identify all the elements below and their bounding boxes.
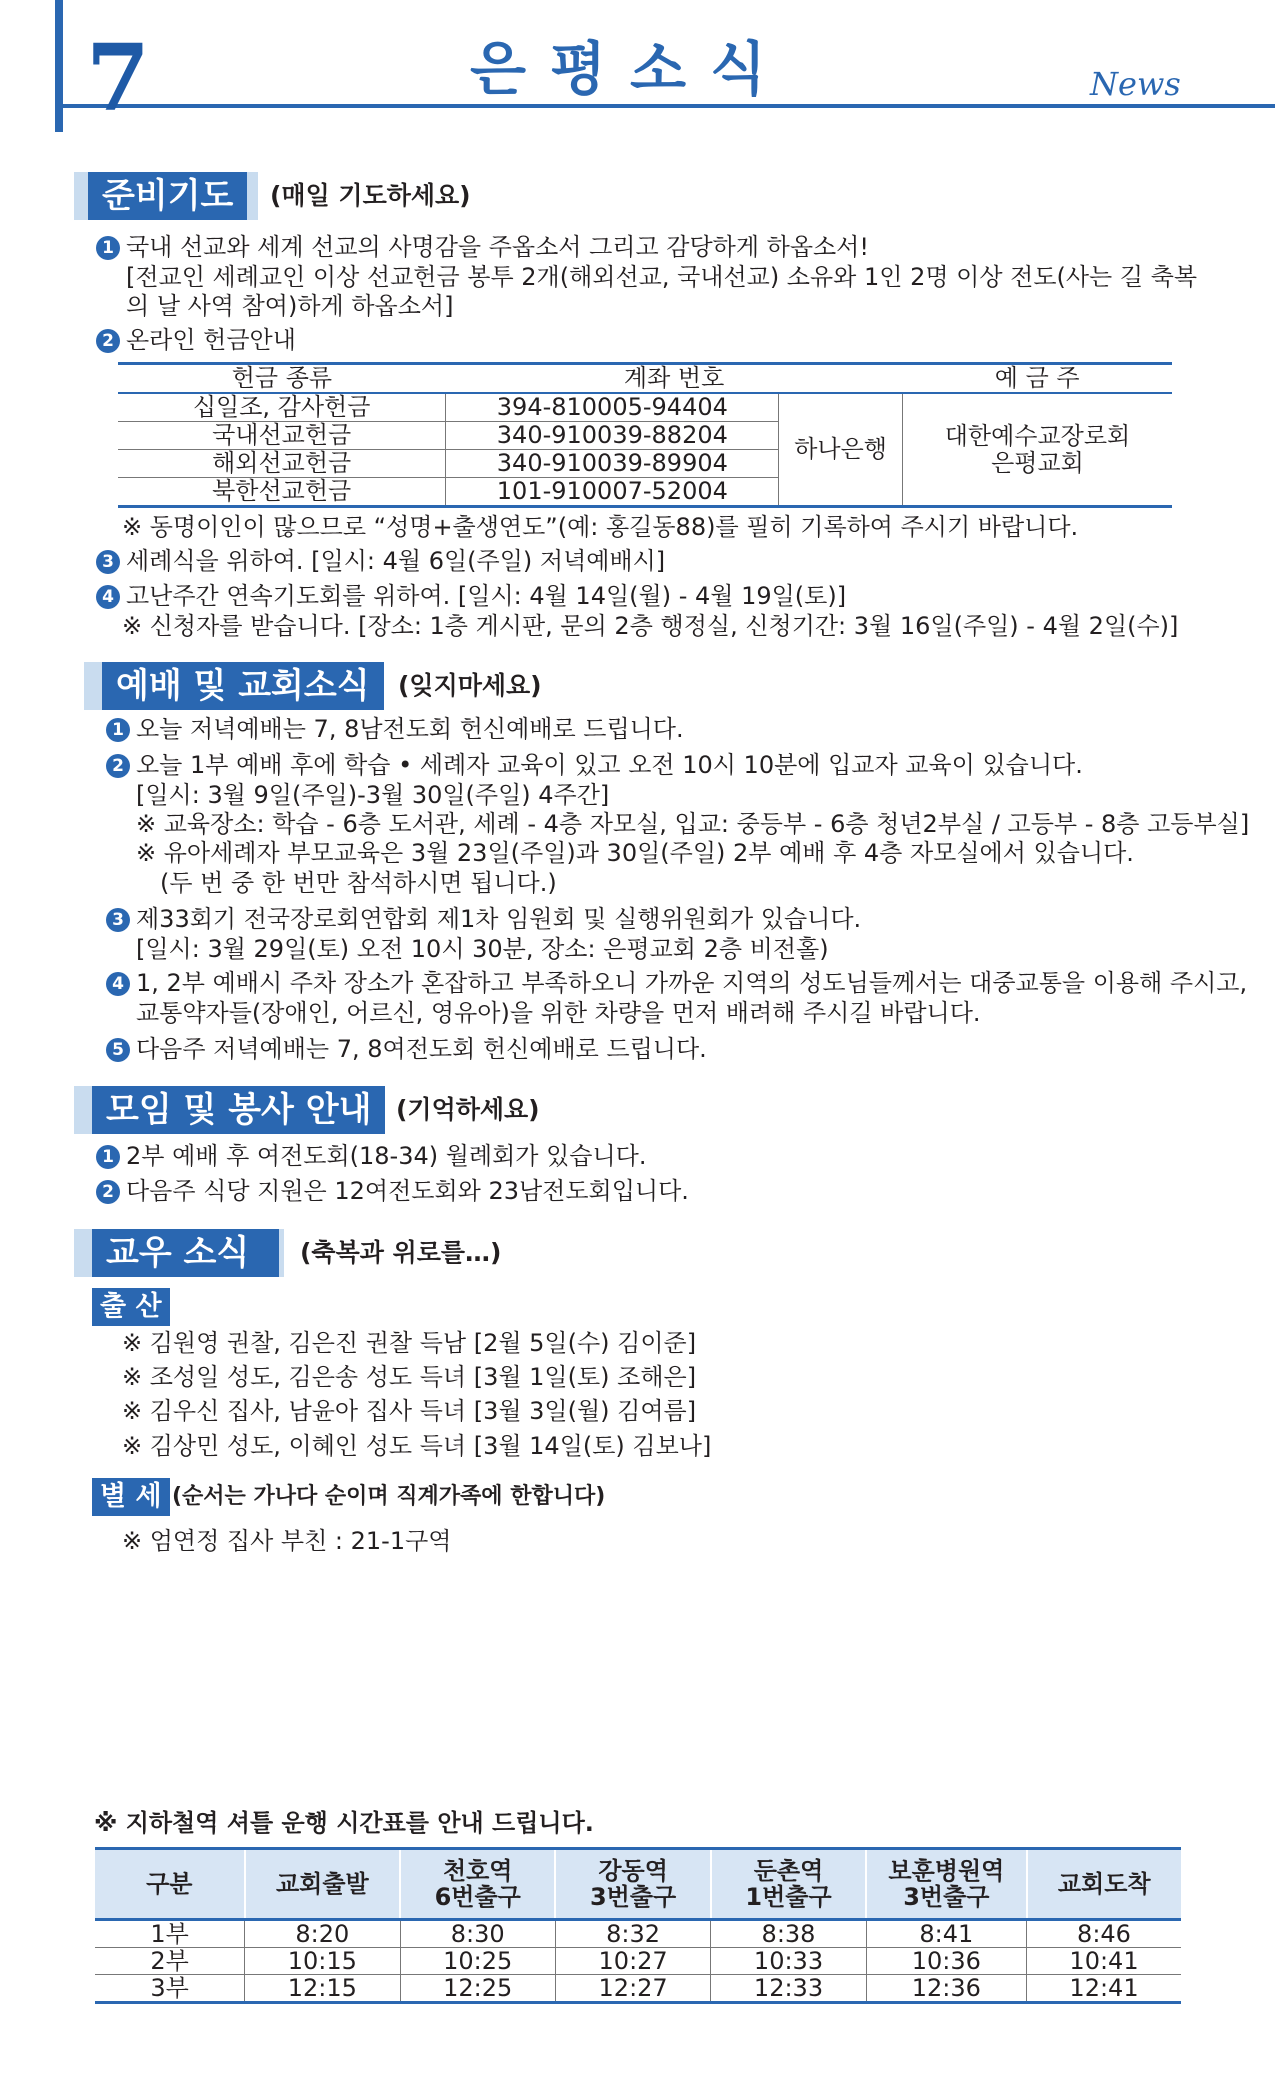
members-header-note: (축복과 위로를…) bbox=[300, 1238, 502, 1267]
shuttle-col-division: 구분 bbox=[95, 1849, 245, 1920]
list-item: ※ 엄연정 집사 부친 : 21-1구역 bbox=[122, 1527, 452, 1555]
worship-item-2-line4: ※ 유아세례자 부모교육은 3월 23일(주일)과 30일(주일) 2부 예배 후 4층 자모실에서 있습니다. bbox=[136, 839, 1134, 867]
table-row: 십일조, 감사헌금 394-810005-94404 하나은행 대한예수교장로회 은평교회 bbox=[118, 393, 1172, 422]
number-badge: 4 bbox=[96, 585, 120, 609]
header-rule bbox=[55, 104, 1275, 108]
prayer-item-1-line2: [전교인 세례교인 이상 선교헌금 봉투 2개(해외선교, 국내선교) 소유와 1인 2명 이상 전도(사는 길 축복 bbox=[126, 263, 1198, 291]
offering-col-holder: 예 금 주 bbox=[902, 364, 1172, 394]
meeting-header: 모임 및 봉사 안내 bbox=[92, 1086, 385, 1134]
table-row: 해외선교헌금 340-910039-89904 bbox=[118, 450, 1172, 478]
birth-label: 출 산 bbox=[92, 1288, 170, 1326]
worship-item-4: 4 1, 2부 예배시 주차 장소가 혼잡하고 부족하오니 가까운 지역의 성도님들께서는 대중교통을 이용해 주시고, bbox=[106, 968, 1247, 998]
worship-item-5: 5 다음주 저녁예배는 7, 8여전도회 헌신예배로 드립니다. bbox=[106, 1034, 707, 1064]
meeting-item-2: 2 다음주 식당 지원은 12여전도회와 23남전도회입니다. bbox=[96, 1176, 689, 1206]
table-row: 북한선교헌금 101-910007-52004 bbox=[118, 478, 1172, 507]
prayer-item-1: 1 국내 선교와 세계 선교의 사명감을 주옵소서 그리고 감당하게 하옵소서! bbox=[96, 232, 869, 262]
list-item: ※ 김상민 성도, 이혜인 성도 득녀 [3월 14일(토) 김보나] bbox=[122, 1432, 712, 1460]
number-badge: 2 bbox=[106, 754, 130, 778]
prayer-item-3: 3 세례식을 위하여. [일시: 4월 6일(주일) 저녁예배시] bbox=[96, 546, 665, 576]
shuttle-col-bohun: 보훈병원역 3번출구 bbox=[866, 1849, 1026, 1920]
worship-item-2: 2 오늘 1부 예배 후에 학습 • 세례자 교육이 있고 오전 10시 10분에 입교자 교육이 있습니다. bbox=[106, 750, 1083, 780]
number-badge: 4 bbox=[106, 972, 130, 996]
worship-item-2-line2: [일시: 3월 9일(주일)-3월 30일(주일) 4주간] bbox=[136, 781, 610, 809]
worship-item-2-line3: ※ 교육장소: 학습 - 6층 도서관, 세례 - 4층 자모실, 입교: 중등부 - 6층 청년2부실 / 고등부 - 8층 고등부실] bbox=[136, 810, 1250, 838]
number-badge: 2 bbox=[96, 1180, 120, 1204]
offering-note: ※ 동명이인이 많으므로 “성명+출생연도”(예: 홍길동88)를 필히 기록하여 주시기 바랍니다. bbox=[122, 513, 1079, 541]
shuttle-caption: ※ 지하철역 셔틀 운행 시간표를 안내 드립니다. bbox=[94, 1809, 594, 1837]
offering-col-type: 헌금 종류 bbox=[118, 364, 446, 394]
worship-item-3-line2: [일시: 3월 29일(토) 오전 10시 30분, 장소: 은평교회 2층 비전홀) bbox=[136, 935, 829, 963]
number-badge: 3 bbox=[96, 550, 120, 574]
number-badge: 1 bbox=[96, 236, 120, 260]
worship-item-1: 1 오늘 저녁예배는 7, 8남전도회 헌신예배로 드립니다. bbox=[106, 714, 684, 744]
prayer-item-4-note: ※ 신청자를 받습니다. [장소: 1층 게시판, 문의 2층 행정실, 신청기간: 3월 16일(주일) - 4월 2일(수)] bbox=[122, 612, 1179, 640]
prayer-item-2: 2 온라인 헌금안내 bbox=[96, 325, 296, 355]
shuttle-header-row bbox=[95, 1849, 1181, 1920]
meeting-item-1: 1 2부 예배 후 여전도회(18-34) 월례회가 있습니다. bbox=[96, 1141, 646, 1171]
worship-header-note: (잊지마세요) bbox=[398, 671, 542, 700]
members-header: 교우 소식 bbox=[92, 1229, 279, 1277]
number-badge: 5 bbox=[106, 1038, 130, 1062]
shuttle-col-depart: 교회출발 bbox=[245, 1849, 400, 1920]
number-badge: 3 bbox=[106, 908, 130, 932]
shuttle-col-arrive: 교회도착 bbox=[1027, 1849, 1181, 1920]
number-badge: 1 bbox=[106, 718, 130, 742]
meeting-header-note: (기억하세요) bbox=[396, 1095, 540, 1124]
table-row: 1부 8:20 8:30 8:32 8:38 8:41 8:46 bbox=[95, 1920, 1181, 1948]
page-title: 은평소식 bbox=[469, 35, 791, 103]
prayer-header: 준비기도 bbox=[88, 172, 247, 220]
account-holder: 대한예수교장로회 은평교회 bbox=[902, 393, 1172, 507]
offering-table-header bbox=[118, 364, 1172, 394]
worship-item-2-line5: (두 번 중 한 번만 참석하시면 됩니다.) bbox=[160, 869, 557, 897]
page-number: 7 bbox=[86, 24, 151, 132]
death-note: (순서는 가나다 순이며 직계가족에 한합니다) bbox=[172, 1484, 606, 1509]
prayer-item-4: 4 고난주간 연속기도회를 위하여. [일시: 4월 14일(월) - 4월 19일(토)] bbox=[96, 581, 846, 611]
shuttle-col-gangdong: 강동역 3번출구 bbox=[555, 1849, 710, 1920]
death-label: 별 세 bbox=[92, 1478, 170, 1516]
list-item: ※ 조성일 성도, 김은송 성도 득녀 [3월 1일(토) 조해은] bbox=[122, 1363, 697, 1391]
worship-header: 예배 및 교회소식 bbox=[102, 662, 384, 710]
table-row: 3부 12:15 12:25 12:27 12:33 12:36 12:41 bbox=[95, 1975, 1181, 2003]
shuttle-table bbox=[95, 1847, 1181, 2004]
news-logo: News bbox=[1090, 65, 1181, 103]
shuttle-col-cheonho: 천호역 6번출구 bbox=[400, 1849, 555, 1920]
list-item: ※ 김원영 권찰, 김은진 권찰 득남 [2월 5일(수) 김이준] bbox=[122, 1329, 697, 1357]
list-item: ※ 김우신 집사, 남윤아 집사 득녀 [3월 3일(월) 김여름] bbox=[122, 1397, 697, 1425]
number-badge: 1 bbox=[96, 1145, 120, 1169]
shuttle-col-dunchon: 둔촌역 1번출구 bbox=[711, 1849, 866, 1920]
offering-col-account: 계좌 번호 bbox=[446, 364, 903, 394]
worship-item-3: 3 제33회기 전국장로회연합회 제1차 임원회 및 실행위원회가 있습니다. bbox=[106, 904, 861, 934]
bank-name: 하나은행 bbox=[779, 393, 903, 507]
worship-item-4-line2: 교통약자들(장애인, 어르신, 영유아)을 위한 차량을 먼저 배려해 주시길 바랍니다. bbox=[136, 999, 981, 1027]
prayer-item-1-line3: 의 날 사역 참여)하게 하옵소서] bbox=[126, 292, 454, 320]
table-row: 국내선교헌금 340-910039-88204 bbox=[118, 422, 1172, 450]
table-row: 2부 10:15 10:25 10:27 10:33 10:36 10:41 bbox=[95, 1948, 1181, 1975]
offering-table bbox=[118, 362, 1172, 508]
header-accent-bar bbox=[55, 0, 63, 132]
number-badge: 2 bbox=[96, 329, 120, 353]
prayer-header-note: (매일 기도하세요) bbox=[270, 181, 471, 210]
